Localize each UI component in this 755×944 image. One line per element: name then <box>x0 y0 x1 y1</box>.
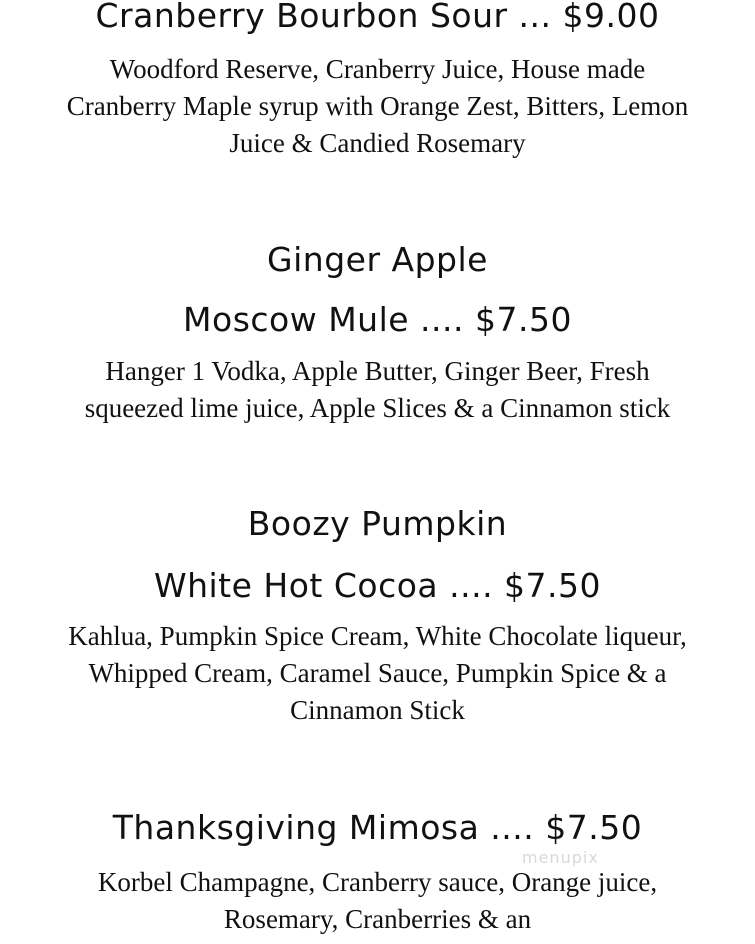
watermark: menupix <box>522 848 599 867</box>
item-description-cranberry-bourbon-sour: Woodford Reserve, Cranberry Juice, House made Cranberry Maple syrup with Orange Zest, Bitters, Lemon Juice & Candied Rosemary <box>66 54 689 158</box>
item-title-ginger-apple: Ginger Apple <box>267 240 488 279</box>
item-title-boozy-pumpkin: Boozy Pumpkin <box>247 504 508 543</box>
item-title-moscow-mule: Moscow Mule .... $7.50 <box>183 300 572 339</box>
item-description-boozy-pumpkin-white-hot-cocoa: Kahlua, Pumpkin Spice Cream, White Chocolate liqueur, Whipped Cream, Caramel Sauce, Pumpkin Spice & a Cinnamon Stick <box>68 621 687 725</box>
item-title-white-hot-cocoa: White Hot Cocoa .... $7.50 <box>153 566 602 605</box>
item-description-ginger-apple-moscow-mule: Hanger 1 Vodka, Apple Butter, Ginger Beer, Fresh squeezed lime juice, Apple Slices & a Cinnamon stick <box>84 356 671 423</box>
item-title-cranberry-bourbon-sour: Cranberry Bourbon Sour ... $9.00 <box>95 0 660 35</box>
item-description-thanksgiving-mimosa: Korbel Champagne, Cranberry sauce, Orange juice, Rosemary, Cranberries & an <box>97 867 658 934</box>
item-title-thanksgiving-mimosa: Thanksgiving Mimosa .... $7.50 <box>112 808 643 847</box>
